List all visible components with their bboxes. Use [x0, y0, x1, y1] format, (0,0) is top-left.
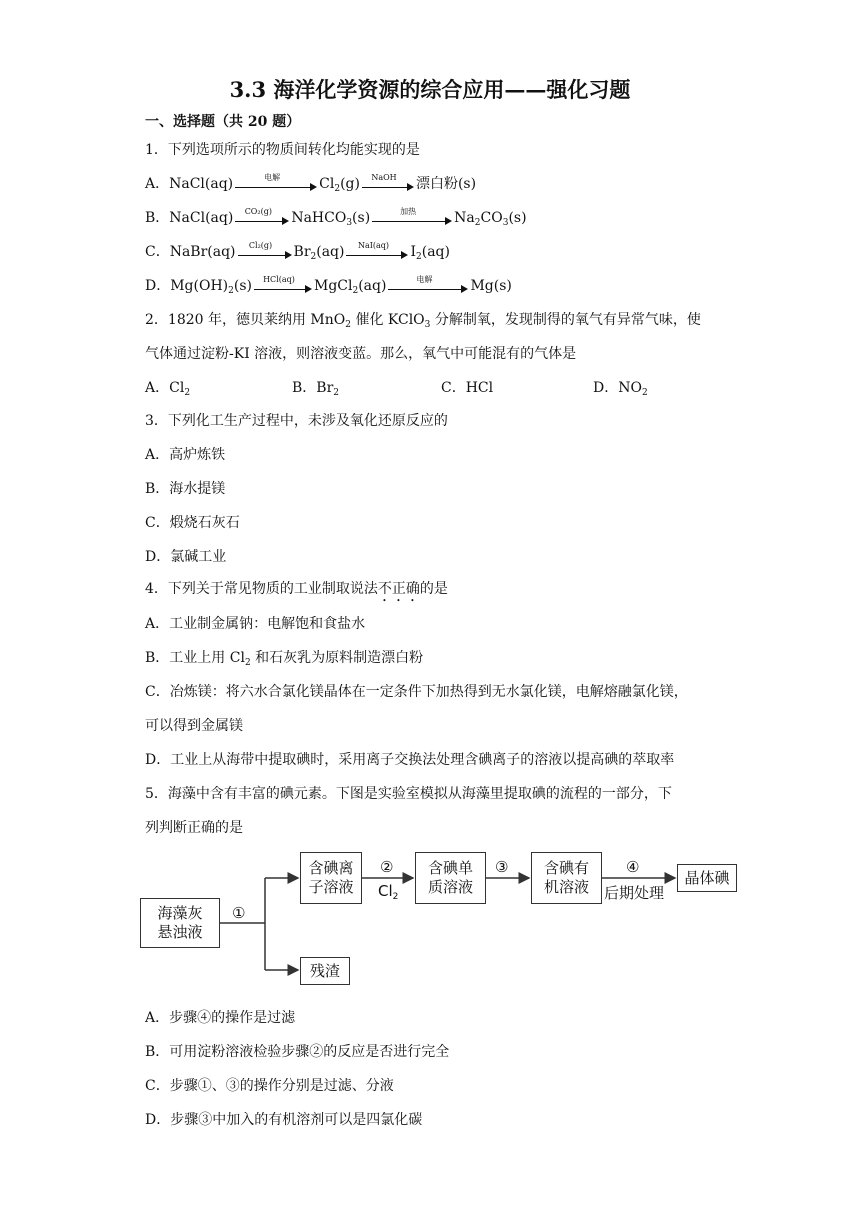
- question-2-option-b: B．$Br_2$: [292, 380, 340, 398]
- reaction-arrow: Cl₂(g): [238, 243, 292, 261]
- iodide-solution-box: 含碘离 子溶液: [300, 852, 362, 904]
- section-heading: 一、选择题（共 20 题）: [145, 114, 301, 130]
- reaction-arrow: NaOH: [362, 175, 414, 193]
- question-4-stem: 4．下列关于常见物质的工业制取说法不正确的是: [145, 581, 448, 597]
- step-2-label: ②: [380, 858, 394, 876]
- step-3-label: ③: [495, 858, 509, 876]
- question-1-option-c: C．NaBr(aq) Cl₂(g) $Br_2(aq)$ NaI(aq) $I_2(aq)$: [145, 241, 450, 262]
- question-5-option-d: D．步骤③中加入的有机溶剂可以是四氯化碳: [145, 1112, 423, 1128]
- iodine-solution-box: 含碘单 质溶液: [415, 852, 486, 904]
- question-5-option-c: C．步骤①、③的操作分别是过滤、分液: [145, 1078, 394, 1094]
- page-title: 3.3 海洋化学资源的综合应用——强化习题: [229, 77, 631, 102]
- step-4-label: ④: [626, 858, 640, 876]
- question-4-option-d: D．工业上从海带中提取碘时，采用离子交换法处理含碘离子的溶液以提高碘的萃取率: [145, 752, 675, 768]
- question-4-option-b: B．工业上用 $Cl_2$ 和石灰乳为原料制造漂白粉: [145, 650, 424, 668]
- reaction-arrow: HCl(aq): [254, 277, 312, 295]
- question-3-option-b: B．海水提镁: [145, 481, 226, 497]
- reagent-chlorine-label: $Cl_2$: [378, 882, 399, 902]
- reaction-arrow: 电解: [388, 277, 468, 295]
- organic-iodine-solution-box: 含碘有 机溶液: [531, 852, 602, 904]
- extraction-flow-diagram: [140, 840, 760, 990]
- residue-box: 残渣: [300, 957, 350, 985]
- question-3-stem: 3．下列化工生产过程中，未涉及氧化还原反应的: [145, 413, 448, 429]
- question-3-option-c: C．煅烧石灰石: [145, 515, 240, 531]
- crystal-iodine-box: 晶体碘: [677, 864, 737, 892]
- question-1-option-b: B．NaCl(aq) CO₂(g) NaHCO$_3$(s) 加热 $Na_2CO_3(s)$: [145, 207, 527, 228]
- question-2-stem-line1: 2．1820 年，德贝莱纳用 MnO$_2$ 催化 KClO$_3$ 分解制氧，发现制得的氧气有异常气味，使: [145, 312, 701, 330]
- question-2-option-a: A．$Cl_2$: [145, 380, 191, 398]
- question-4-option-c-line1: C．冶炼镁：将六水合氯化镁晶体在一定条件下加热得到无水氯化镁，电解熔融氯化镁，: [145, 684, 688, 700]
- question-3-option-d: D．氯碱工业: [145, 549, 227, 565]
- question-1-option-d: D．$Mg(OH)_2(s)$ HCl(aq) MgCl$_2$(aq) 电解 Mg(s): [145, 275, 512, 296]
- question-2-option-c: C．HCl: [441, 380, 494, 396]
- question-4-option-c-line2: 可以得到金属镁: [145, 718, 243, 734]
- seaweed-suspension-box: 海藻灰 悬浊液: [140, 898, 220, 948]
- question-5-stem-line1: 5．海藻中含有丰富的碘元素。下图是实验室模拟从海藻里提取碘的流程的一部分，下: [145, 786, 672, 802]
- question-1-stem: 1．下列选项所示的物质间转化均能实现的是: [145, 142, 420, 158]
- question-4-option-a: A．工业制金属钠：电解饱和食盐水: [145, 616, 366, 632]
- reaction-arrow: 加热: [372, 209, 452, 227]
- question-5-stem-line2: 列判断正确的是: [145, 820, 243, 836]
- step-1-label: ①: [232, 904, 246, 922]
- question-2-stem-line2: 气体通过淀粉-KI 溶液，则溶液变蓝。那么，氧气中可能混有的气体是: [145, 346, 577, 362]
- reaction-arrow: 电解: [235, 175, 317, 193]
- question-5-option-b: B．可用淀粉溶液检验步骤②的反应是否进行完全: [145, 1044, 450, 1060]
- emphasized-text: 不正确: [377, 581, 420, 597]
- reaction-arrow: CO₂(g): [235, 209, 289, 227]
- question-3-option-a: A．高炉炼铁: [145, 447, 226, 463]
- question-1-option-a: A．NaCl(aq) 电解 $Cl_2(g)$ NaOH 漂白粉(s): [145, 173, 477, 194]
- question-2-option-d: D．$NO_2$: [593, 380, 648, 398]
- question-5-option-a: A．步骤④的操作是过滤: [145, 1010, 296, 1026]
- post-processing-label: 后期处理: [604, 884, 665, 902]
- reaction-arrow: NaI(aq): [346, 243, 408, 261]
